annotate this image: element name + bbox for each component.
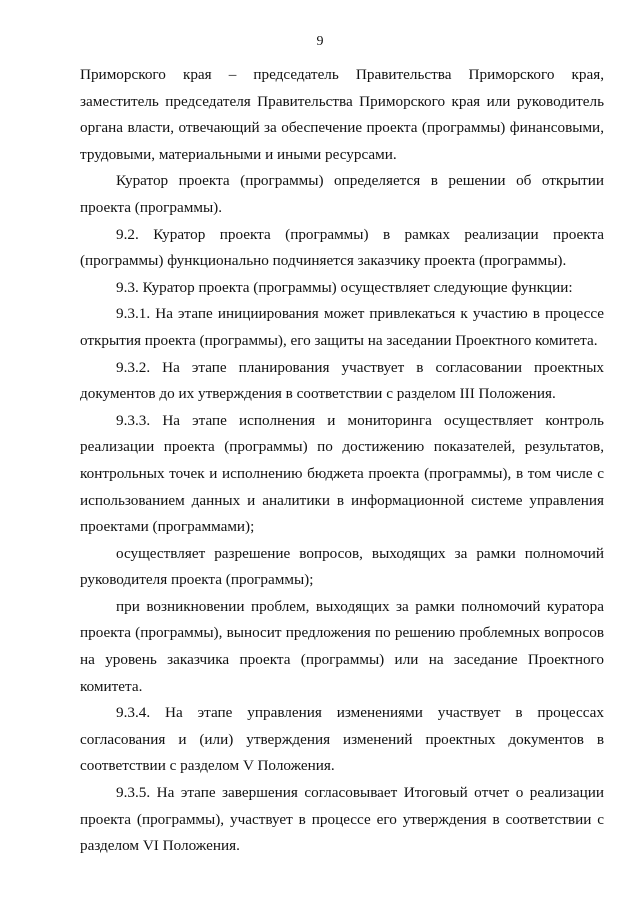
paragraph-9-3: 9.3. Куратор проекта (программы) осуществляет следующие функции: — [116, 278, 573, 296]
paragraph-9-3-2: 9.3.2. На этапе планирования участвует в согласовании проектных документов до их утверждения в соответствии с разделом III Положения. — [80, 358, 604, 403]
paragraph-1: Приморского края – председатель Правительства Приморского края, заместитель председателя Правительства Приморского края или руководитель органа власти, отвечающий за обеспечение проекта (программы) финансовыми, трудовыми, материальными и иными ресурсами. — [80, 66, 604, 163]
paragraph-9-3-1: 9.3.1. На этапе инициирования может привлекаться к участию в процессе открытия проекта (программы), его защиты на заседании Проектного комитета. — [80, 305, 604, 349]
paragraph-9-3-3-resolution: осуществляет разрешение вопросов, выходящих за рамки полномочий руководителя проекта (программы); — [80, 544, 604, 589]
paragraph-9-3-3-escalation: при возникновении проблем, выходящих за рамки полномочий куратора проекта (программы), выносит предложения по решению проблемных вопросов на уровень заказчика проекта (программы) или на заседание Проектного комитета. — [80, 597, 604, 695]
paragraph-9-3-5: 9.3.5. На этапе завершения согласовывает Итоговый отчет о реализации проекта (программы), участвует в процессе его утверждения в соответствии с разделом VI Положения. — [80, 784, 604, 855]
page-number: 9 — [316, 34, 324, 49]
paragraph-2: Куратор проекта (программы) определяется в решении об открытии проекта (программы). — [80, 172, 604, 216]
document-body — [80, 62, 604, 860]
paragraph-9-2: 9.2. Куратор проекта (программы) в рамках реализации проекта (программы) функционально подчиняется заказчику проекта (программы). — [80, 225, 604, 270]
paragraph-9-3-3: 9.3.3. На этапе исполнения и мониторинга осуществляет контроль реализации проекта (программы) по достижению показателей, результатов, контрольных точек и исполнению бюджета проекта (программы), в том числе с использованием данных и аналитики в информационной системе управления проектами (программами); — [80, 411, 604, 536]
paragraph-9-3-4: 9.3.4. На этапе управления изменениями участвует в процессах согласования и (или) утверждения изменений проектных документов в соответствии с разделом V Положения. — [80, 704, 604, 775]
